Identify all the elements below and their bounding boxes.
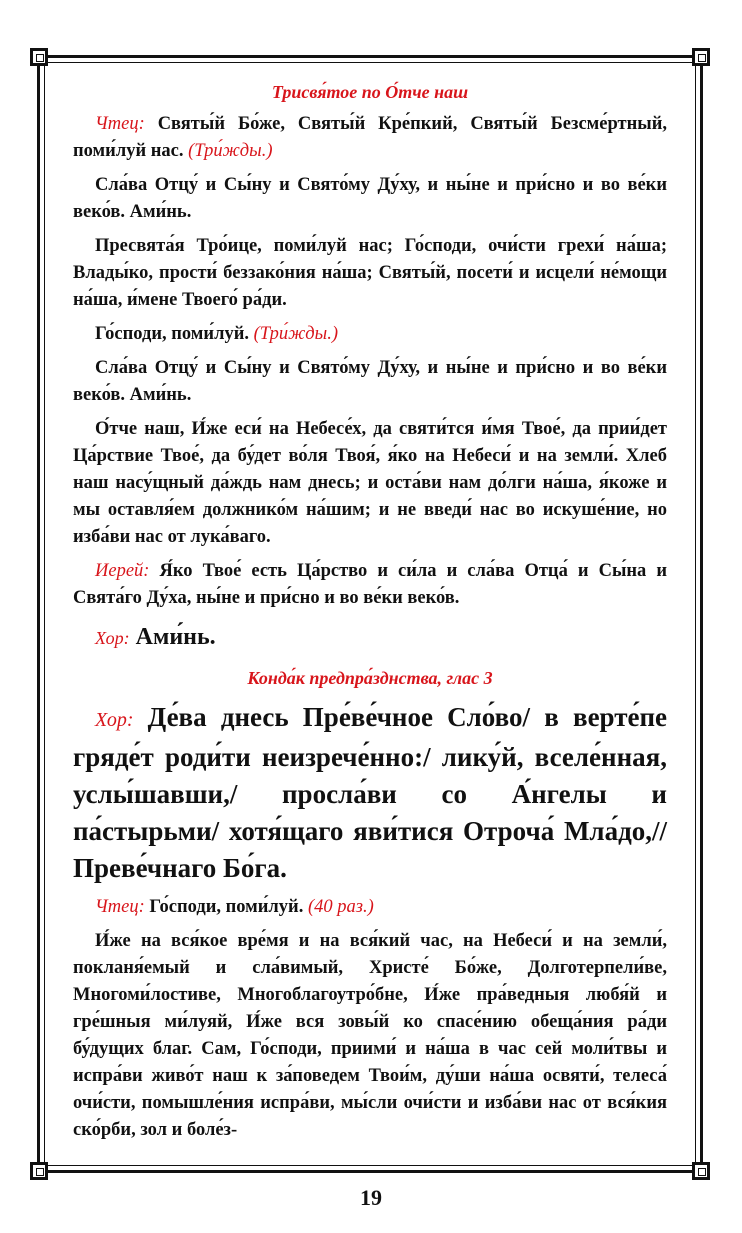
- paragraph-text: Ами́нь.: [135, 624, 216, 650]
- paragraph: [73, 111, 667, 165]
- paragraph: Пресвята́я Тро́ице, поми́луй нас; Го́споди, очи́сти грехи́ на́ша; Влады́ко, прости́ беззако́ния на́ша; Святы́й, посети́ и исцели́ не́мощи на́ша, и́мене Твоего́ ра́ди.: [73, 236, 667, 310]
- paragraph: О́тче наш, И́же еси́ на Небесе́х, да святи́тся и́мя Твое́, да прии́дет Ца́рствие Твое́, да бу́дет во́ля Твоя́, я́ко на Небеси́ и на земли́. Хлеб наш насу́щный да́ждь нам днесь; и оста́ви нам до́лги на́ша, я́коже и мы оставля́ем должнико́м на́шим; и не введи́ нас во искуше́ние, но изба́ви нас от лука́ваго.: [73, 419, 667, 547]
- rubric-note: (Три́жды.): [253, 324, 338, 344]
- paragraph: [73, 558, 667, 612]
- kontakion: [73, 699, 667, 887]
- paragraph-text: Святы́й Бо́же, Святы́й Кре́пкий, Святы́й Безсме́ртный, поми́луй нас.: [73, 114, 667, 161]
- page-content: [73, 79, 667, 1144]
- speaker-label: Хор:: [95, 709, 134, 731]
- rubric-note: (40 раз.): [307, 897, 374, 917]
- page-number: 19: [360, 1185, 382, 1210]
- paragraph: Сла́ва Отцу́ и Сы́ну и Свято́му Ду́ху, и ны́не и при́сно и во ве́ки веко́в. Ами́нь.: [73, 358, 667, 405]
- corner-ornament: [30, 1162, 48, 1180]
- corner-ornament: [692, 48, 710, 66]
- speaker-label: Хор:: [95, 628, 130, 648]
- paragraph: И́же на вся́кое вре́мя и на вся́кий час, на Небеси́ и на земли́, покланя́емый и сла́вимый, Христе́ Бо́же, Долготерпели́ве, Многоми́лостиве, Многоблагоутро́бне, И́же пра́ведныя любя́й и гре́шныя ми́луяй, И́же вся зовы́й ко спасе́нию обеща́ния ра́ди бу́дущих благ. Сам, Го́споди, приими́ и на́ша в час сей моли́твы и испра́ви живо́т наш к за́поведем Твои́м, ду́ши на́ша освяти́, телеса́ очи́сти, помышле́ния испра́ви, мы́сли очи́сти и изба́ви нас от вся́кия ско́рби, зол и боле́з-: [73, 931, 667, 1140]
- paragraph-text: Го́споди, поми́луй.: [95, 324, 249, 344]
- page-border-outer: [37, 55, 703, 1173]
- section-title: Трисвя́тое по О́тче наш: [271, 82, 469, 102]
- corner-ornament: [30, 48, 48, 66]
- paragraph: Сла́ва Отцу́ и Сы́ну и Свято́му Ду́ху, и ны́не и при́сно и во ве́ки веко́в. Ами́нь.: [73, 175, 667, 222]
- paragraph: [73, 620, 667, 655]
- speaker-label: Чтец:: [95, 897, 145, 917]
- paragraph: [73, 321, 667, 348]
- paragraph-text: Де́ва днесь Пре́ве́чное Сло́во/ в верте́пе гряде́т роди́ти неизрече́нно:/ лику́й, вселе́нная, услы́шавши,/ просла́ви со А́нгелы и па́стырьми/ хотя́щаго яви́тися Отроча́ Мла́до,// Преве́чнаго Бо́га.: [73, 702, 667, 883]
- paragraph-text: Я́ко Твое́ есть Ца́рство и си́ла и сла́ва Отца́ и Сы́на и Свята́го Ду́ха, ны́не и при́сно и во ве́ки веко́в.: [73, 561, 668, 608]
- speaker-label: Чтец:: [95, 114, 145, 134]
- section-title: Конда́к предпра́зднства, глас 3: [247, 668, 493, 688]
- paragraph: [73, 894, 667, 921]
- corner-ornament: [692, 1162, 710, 1180]
- paragraph-text: Го́споди, поми́луй.: [149, 897, 304, 917]
- rubric-note: (Три́жды.): [188, 141, 273, 161]
- page-border-inner: [44, 62, 696, 1166]
- speaker-label: Иерей:: [95, 561, 150, 581]
